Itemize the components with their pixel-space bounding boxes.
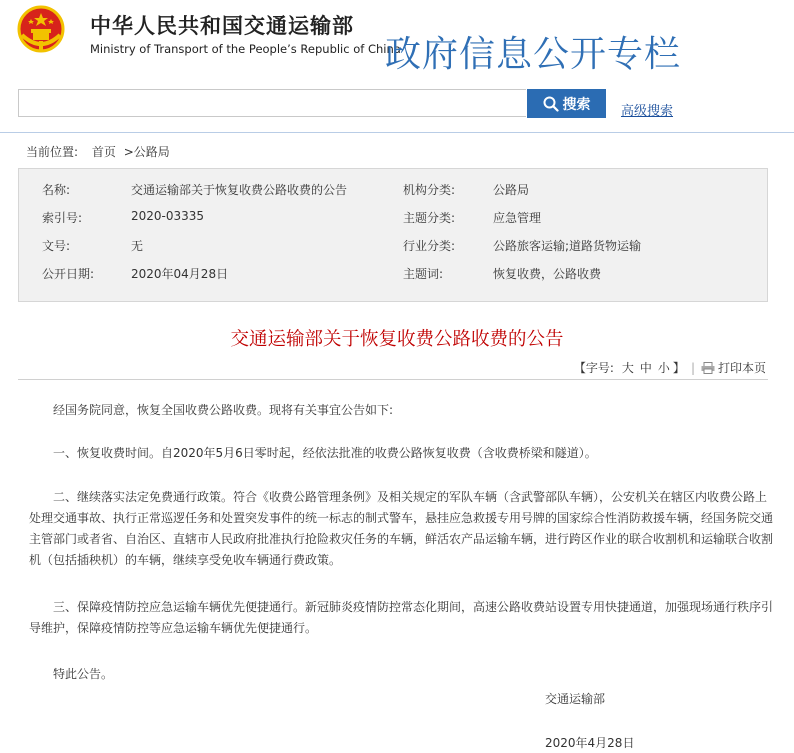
search-input[interactable]: [18, 89, 526, 117]
font-size-large-button[interactable]: 大: [621, 361, 634, 375]
breadcrumb: [26, 143, 170, 160]
meta-value-keywords: 恢复收费，公路收费: [493, 267, 602, 281]
font-size-small-button[interactable]: 小: [657, 361, 670, 375]
article-paragraph-intro: 经国务院同意，恢复全国收费公路收费。现将有关事宜公告如下:: [53, 403, 394, 417]
search-button[interactable]: [527, 89, 606, 118]
article-paragraph-1: 一、恢复收费时间。自2020年5月6日零时起，经依法批准的收费公路恢复收费（含收费桥梁和隧道）。: [53, 446, 597, 460]
article-paragraph-3: 三、保障疫情防控应急运输车辆优先便捷通行。新冠肺炎疫情防控常态化期间，高速公路收费站设置专用快捷通道，加强现场通行秩序引导维护，保障疫情防控等应急运输车辆优先便捷通行。: [29, 600, 774, 635]
header-divider: [0, 132, 794, 133]
font-size-medium-button[interactable]: 中: [639, 361, 652, 375]
meta-row: [19, 209, 767, 225]
meta-row: [19, 265, 767, 281]
document-meta-table: [18, 168, 768, 302]
meta-label-keywords: 主题词:: [403, 267, 444, 281]
meta-value-index: 2020-03335: [131, 209, 205, 223]
meta-value-industry-category: 公路旅客运输;道路货物运输: [493, 239, 642, 253]
meta-label-industry-category: 行业分类:: [403, 239, 456, 253]
print-label: 打印本页: [717, 361, 766, 375]
search-icon: [543, 96, 559, 112]
meta-row: [19, 181, 767, 197]
ministry-name-en: Ministry of Transport of the People’s Republic of China: [90, 42, 401, 56]
meta-label-index: 索引号:: [42, 211, 83, 225]
meta-row: [19, 237, 767, 253]
meta-value-doc-number: 无: [131, 239, 144, 253]
meta-value-org-category: 公路局: [493, 183, 530, 197]
signature-date: 2020年4月28日: [545, 736, 635, 750]
breadcrumb-highway-bureau[interactable]: >公路局: [123, 145, 170, 159]
breadcrumb-home[interactable]: 首页: [91, 145, 116, 159]
ministry-name-cn: 中华人民共和国交通运输部: [90, 14, 354, 38]
search-button-label: 搜索: [562, 96, 591, 113]
signature-issuer: 交通运输部: [545, 692, 606, 706]
font-size-close: 】: [672, 361, 685, 375]
printer-icon: [701, 362, 715, 374]
meta-label-topic-category: 主题分类:: [403, 211, 456, 225]
site-header: [0, 0, 794, 132]
article-tools: [574, 359, 766, 376]
advanced-search-link[interactable]: 高级搜索: [621, 104, 674, 119]
article-tools-bar: [18, 357, 768, 380]
article-paragraph-closing: 特此公告。: [53, 667, 114, 681]
meta-label-name: 名称:: [42, 183, 71, 197]
meta-label-doc-number: 文号:: [42, 239, 71, 253]
font-size-label: 【字号:: [573, 361, 614, 375]
article-paragraph-2: 二、继续落实法定免费通行政策。符合《收费公路管理条例》及相关规定的军队车辆（含武警部队车辆），公安机关在辖区内收费公路上处理交通事故、执行正常巡逻任务和处置突发事件的统一标志的制式警车，悬挂应急救援专用号牌的国家综合性消防救援车辆，经国务院交通主管部门或者省、自治区、直辖市人民政府批准执行抢险救灾任务的车辆，鲜活农产品运输车辆，进行跨区作业的联合收割机和运输联合收割机（包括插秧机）的车辆，继续享受免收车辆通行费政策。: [29, 490, 774, 567]
meta-value-name: 交通运输部关于恢复收费公路收费的公告: [131, 183, 348, 197]
article-title: 交通运输部关于恢复收费公路收费的公告: [230, 329, 564, 350]
meta-label-publish-date: 公开日期:: [42, 267, 95, 281]
meta-value-topic-category: 应急管理: [493, 211, 542, 225]
tools-divider: |: [690, 360, 695, 375]
meta-label-org-category: 机构分类:: [403, 183, 456, 197]
breadcrumb-label: 当前位置:: [26, 145, 79, 159]
meta-value-publish-date: 2020年04月28日: [131, 267, 229, 281]
print-button[interactable]: [701, 359, 766, 376]
column-title: 政府信息公开专栏: [385, 34, 682, 75]
national-emblem-icon: [17, 5, 65, 55]
